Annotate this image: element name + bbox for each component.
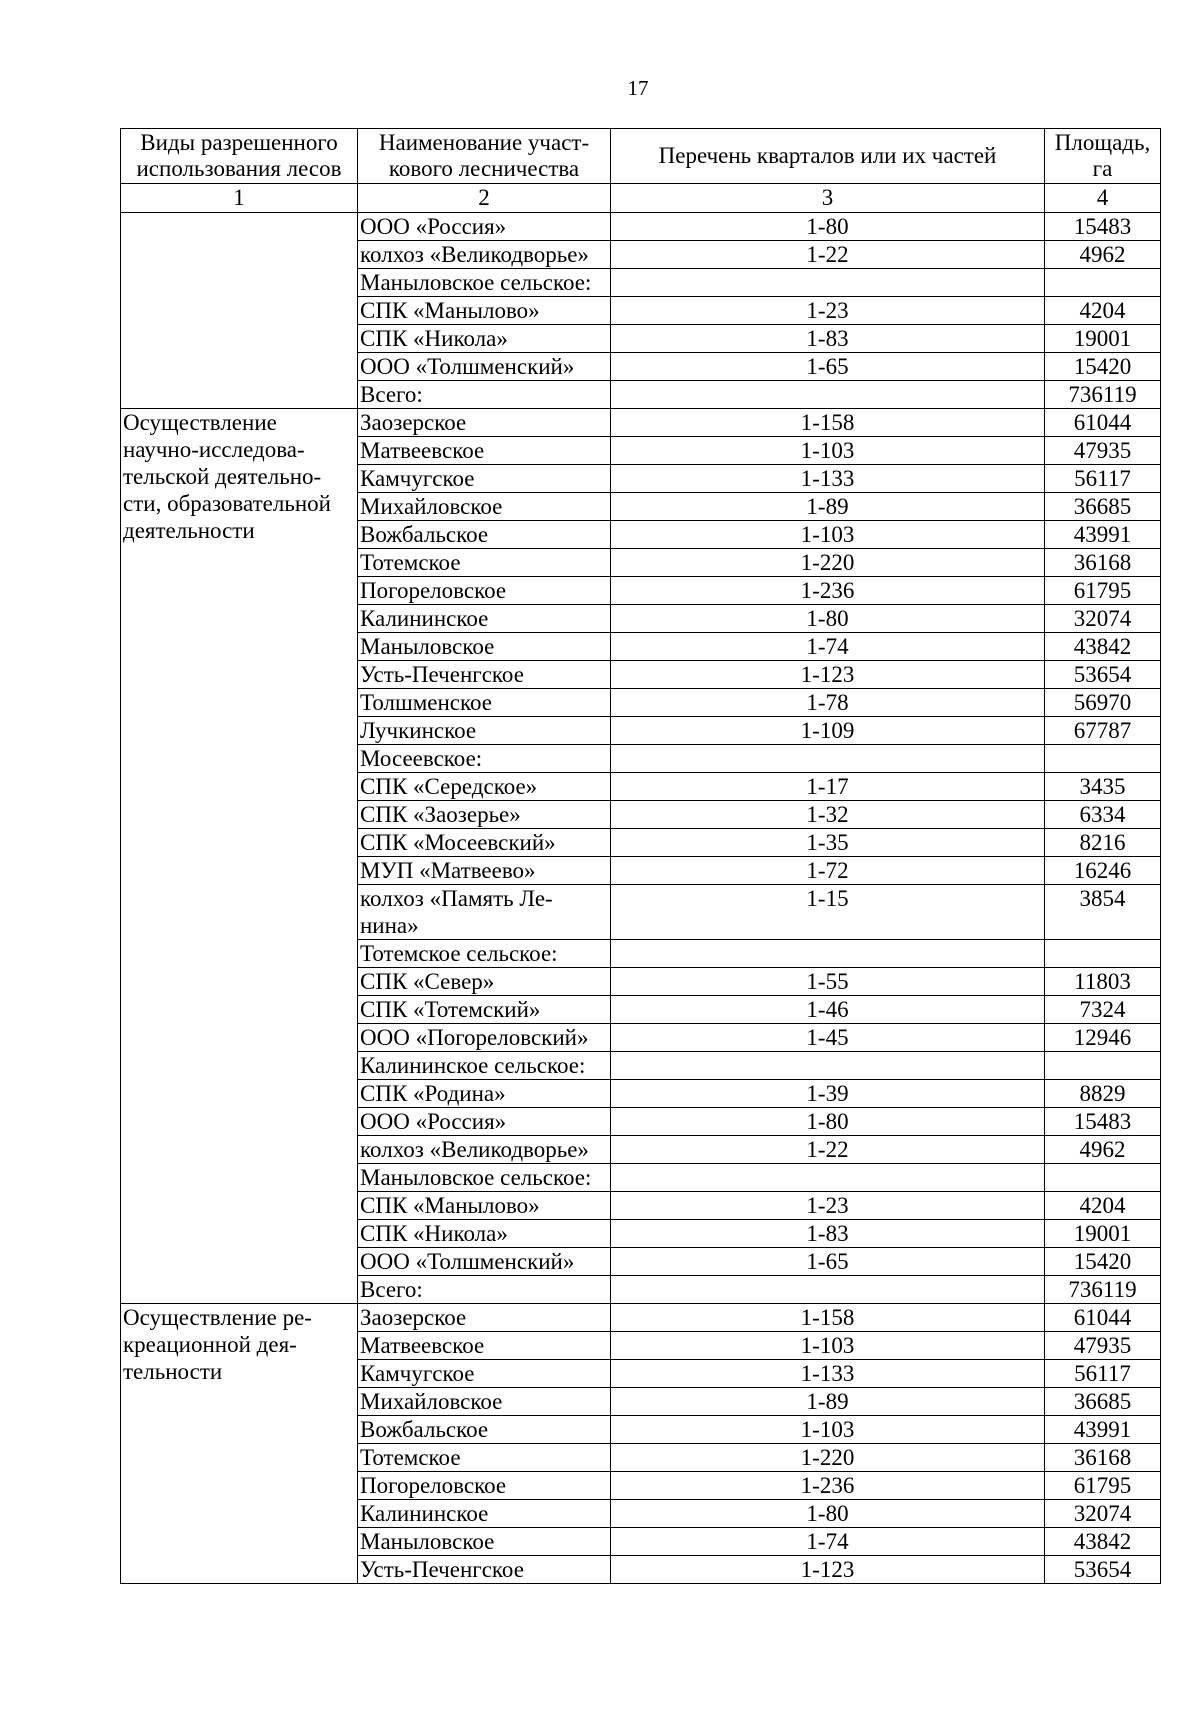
quarters-cell: 1-80 xyxy=(611,213,1045,241)
area-cell: 4962 xyxy=(1045,241,1161,269)
quarters-cell: 1-83 xyxy=(611,325,1045,353)
quarters-cell: 1-22 xyxy=(611,1136,1045,1164)
quarters-cell: 1-80 xyxy=(611,605,1045,633)
quarters-cell: 1-55 xyxy=(611,968,1045,996)
area-cell xyxy=(1045,1164,1161,1192)
forestry-name-cell: СПК «Никола» xyxy=(358,1220,611,1248)
quarters-cell: 1-39 xyxy=(611,1080,1045,1108)
quarters-cell: 1-17 xyxy=(611,773,1045,801)
column-number: 3 xyxy=(611,184,1045,213)
forestry-name-cell: Калининское xyxy=(358,1500,611,1528)
area-cell: 15483 xyxy=(1045,213,1161,241)
quarters-cell: 1-133 xyxy=(611,1360,1045,1388)
area-cell: 19001 xyxy=(1045,325,1161,353)
forestry-name-cell: ООО «Толшменский» xyxy=(358,353,611,381)
quarters-cell: 1-22 xyxy=(611,241,1045,269)
use-type-cell xyxy=(121,213,358,409)
forestry-name-cell: Мосеевское: xyxy=(358,745,611,773)
area-cell: 3435 xyxy=(1045,773,1161,801)
area-cell: 53654 xyxy=(1045,1556,1161,1584)
area-cell: 61044 xyxy=(1045,409,1161,437)
area-cell: 3854 xyxy=(1045,885,1161,940)
forestry-name-cell: ООО «Толшменский» xyxy=(358,1248,611,1276)
area-cell: 4962 xyxy=(1045,1136,1161,1164)
area-cell: 32074 xyxy=(1045,1500,1161,1528)
quarters-cell: 1-83 xyxy=(611,1220,1045,1248)
header-row xyxy=(121,129,1161,184)
quarters-cell: 1-158 xyxy=(611,409,1045,437)
area-cell: 36168 xyxy=(1045,549,1161,577)
quarters-cell: 1-236 xyxy=(611,577,1045,605)
forestry-name-cell: СПК «Родина» xyxy=(358,1080,611,1108)
area-cell: 8216 xyxy=(1045,829,1161,857)
quarters-cell: 1-236 xyxy=(611,1472,1045,1500)
forestry-name-cell: Матвеевское xyxy=(358,437,611,465)
area-cell: 36685 xyxy=(1045,1388,1161,1416)
forestry-name-cell: СПК «Манылово» xyxy=(358,297,611,325)
forestry-name-cell: Всего: xyxy=(358,381,611,409)
area-cell: 19001 xyxy=(1045,1220,1161,1248)
quarters-cell xyxy=(611,1276,1045,1304)
forestry-name-cell: Тотемское xyxy=(358,549,611,577)
quarters-cell: 1-89 xyxy=(611,493,1045,521)
forestry-name-cell: Калининское xyxy=(358,605,611,633)
forestry-name-cell: Тотемское сельское: xyxy=(358,940,611,968)
quarters-cell xyxy=(611,940,1045,968)
header-forestry-name: Наименование участ- кового лесничества xyxy=(358,129,611,184)
table-row xyxy=(121,1304,1161,1332)
forestry-name-cell: ООО «Погореловский» xyxy=(358,1024,611,1052)
quarters-cell: 1-65 xyxy=(611,353,1045,381)
forestry-name-cell: Погореловское xyxy=(358,1472,611,1500)
forestry-name-cell: МУП «Матвеево» xyxy=(358,857,611,885)
area-cell: 11803 xyxy=(1045,968,1161,996)
forestry-name-cell: СПК «Манылово» xyxy=(358,1192,611,1220)
quarters-cell: 1-109 xyxy=(611,717,1045,745)
forestry-name-cell: Матвеевское xyxy=(358,1332,611,1360)
table-row xyxy=(121,213,1161,241)
forestry-name-cell: Вожбальское xyxy=(358,1416,611,1444)
quarters-cell: 1-74 xyxy=(611,633,1045,661)
area-cell: 47935 xyxy=(1045,437,1161,465)
column-number: 1 xyxy=(121,184,358,213)
quarters-cell: 1-23 xyxy=(611,297,1045,325)
forestry-name-cell: Вожбальское xyxy=(358,521,611,549)
forestry-name-cell: Всего: xyxy=(358,1276,611,1304)
area-cell: 43991 xyxy=(1045,1416,1161,1444)
forestry-name-cell: Камчугское xyxy=(358,465,611,493)
area-cell: 4204 xyxy=(1045,1192,1161,1220)
forestry-name-cell: СПК «Никола» xyxy=(358,325,611,353)
quarters-cell xyxy=(611,1164,1045,1192)
area-cell: 61795 xyxy=(1045,1472,1161,1500)
quarters-cell xyxy=(611,381,1045,409)
area-cell: 36168 xyxy=(1045,1444,1161,1472)
area-cell: 32074 xyxy=(1045,605,1161,633)
forest-use-table xyxy=(120,128,1161,1584)
forestry-name-cell: колхоз «Великодворье» xyxy=(358,241,611,269)
area-cell: 47935 xyxy=(1045,1332,1161,1360)
quarters-cell: 1-45 xyxy=(611,1024,1045,1052)
area-cell: 61795 xyxy=(1045,577,1161,605)
quarters-cell: 1-74 xyxy=(611,1528,1045,1556)
quarters-cell xyxy=(611,1052,1045,1080)
area-cell: 53654 xyxy=(1045,661,1161,689)
area-cell: 12946 xyxy=(1045,1024,1161,1052)
area-cell: 67787 xyxy=(1045,717,1161,745)
header-area: Площадь, га xyxy=(1045,129,1161,184)
header-quarters-list: Перечень кварталов или их частей xyxy=(611,129,1045,184)
area-cell: 15420 xyxy=(1045,1248,1161,1276)
forestry-name-cell: ООО «Россия» xyxy=(358,213,611,241)
area-cell xyxy=(1045,940,1161,968)
quarters-cell: 1-103 xyxy=(611,521,1045,549)
area-cell: 43842 xyxy=(1045,633,1161,661)
quarters-cell: 1-35 xyxy=(611,829,1045,857)
area-cell: 56970 xyxy=(1045,689,1161,717)
forestry-name-cell: Толшменское xyxy=(358,689,611,717)
table-body xyxy=(121,213,1161,1584)
table-row xyxy=(121,409,1161,437)
quarters-cell: 1-46 xyxy=(611,996,1045,1024)
area-cell: 43991 xyxy=(1045,521,1161,549)
area-cell: 61044 xyxy=(1045,1304,1161,1332)
forestry-name-cell: Калининское сельское: xyxy=(358,1052,611,1080)
quarters-cell: 1-80 xyxy=(611,1500,1045,1528)
forestry-name-cell: Маныловское xyxy=(358,633,611,661)
forestry-name-cell: колхоз «Великодворье» xyxy=(358,1136,611,1164)
forestry-name-cell: СПК «Середское» xyxy=(358,773,611,801)
forestry-name-cell: Заозерское xyxy=(358,1304,611,1332)
area-cell: 36685 xyxy=(1045,493,1161,521)
area-cell: 4204 xyxy=(1045,297,1161,325)
forestry-name-cell: Усть-Печенгское xyxy=(358,661,611,689)
forestry-name-cell: Маныловское xyxy=(358,1528,611,1556)
forestry-name-cell: Камчугское xyxy=(358,1360,611,1388)
quarters-cell: 1-78 xyxy=(611,689,1045,717)
quarters-cell: 1-103 xyxy=(611,437,1045,465)
forestry-name-cell: СПК «Тотемский» xyxy=(358,996,611,1024)
area-cell: 56117 xyxy=(1045,465,1161,493)
forestry-name-cell: Маныловское сельское: xyxy=(358,1164,611,1192)
forestry-name-cell: колхоз «Память Ле- нина» xyxy=(358,885,611,940)
forestry-name-cell: Михайловское xyxy=(358,1388,611,1416)
area-cell: 56117 xyxy=(1045,1360,1161,1388)
forestry-name-cell: Маныловское сельское: xyxy=(358,269,611,297)
forestry-name-cell: Погореловское xyxy=(358,577,611,605)
quarters-cell xyxy=(611,269,1045,297)
header-use-type: Виды разрешенного использования лесов xyxy=(121,129,358,184)
column-number: 2 xyxy=(358,184,611,213)
area-cell: 43842 xyxy=(1045,1528,1161,1556)
quarters-cell: 1-103 xyxy=(611,1332,1045,1360)
forestry-name-cell: СПК «Север» xyxy=(358,968,611,996)
quarters-cell xyxy=(611,745,1045,773)
forestry-name-cell: Михайловское xyxy=(358,493,611,521)
area-cell: 16246 xyxy=(1045,857,1161,885)
quarters-cell: 1-220 xyxy=(611,1444,1045,1472)
quarters-cell: 1-220 xyxy=(611,549,1045,577)
area-cell: 15483 xyxy=(1045,1108,1161,1136)
use-type-cell: Осуществление ре- креационной дея- тельности xyxy=(121,1304,358,1584)
forestry-name-cell: Усть-Печенгское xyxy=(358,1556,611,1584)
forestry-name-cell: ООО «Россия» xyxy=(358,1108,611,1136)
quarters-cell: 1-123 xyxy=(611,1556,1045,1584)
area-cell: 736119 xyxy=(1045,381,1161,409)
area-cell xyxy=(1045,269,1161,297)
quarters-cell: 1-32 xyxy=(611,801,1045,829)
area-cell: 736119 xyxy=(1045,1276,1161,1304)
area-cell: 7324 xyxy=(1045,996,1161,1024)
quarters-cell: 1-80 xyxy=(611,1108,1045,1136)
quarters-cell: 1-23 xyxy=(611,1192,1045,1220)
quarters-cell: 1-65 xyxy=(611,1248,1045,1276)
quarters-cell: 1-89 xyxy=(611,1388,1045,1416)
quarters-cell: 1-133 xyxy=(611,465,1045,493)
use-type-cell: Осуществление научно-исследова- тельской деятельно- сти, образовательной деятельности xyxy=(121,409,358,1304)
area-cell: 6334 xyxy=(1045,801,1161,829)
area-cell xyxy=(1045,745,1161,773)
forestry-name-cell: СПК «Заозерье» xyxy=(358,801,611,829)
quarters-cell: 1-15 xyxy=(611,885,1045,940)
forestry-name-cell: Лучкинское xyxy=(358,717,611,745)
forestry-name-cell: СПК «Мосеевский» xyxy=(358,829,611,857)
area-cell: 8829 xyxy=(1045,1080,1161,1108)
quarters-cell: 1-103 xyxy=(611,1416,1045,1444)
quarters-cell: 1-123 xyxy=(611,661,1045,689)
quarters-cell: 1-158 xyxy=(611,1304,1045,1332)
forestry-name-cell: Заозерское xyxy=(358,409,611,437)
forestry-name-cell: Тотемское xyxy=(358,1444,611,1472)
column-number: 4 xyxy=(1045,184,1161,213)
area-cell xyxy=(1045,1052,1161,1080)
area-cell: 15420 xyxy=(1045,353,1161,381)
column-number-row xyxy=(121,184,1161,213)
quarters-cell: 1-72 xyxy=(611,857,1045,885)
page-number: 17 xyxy=(627,76,649,100)
